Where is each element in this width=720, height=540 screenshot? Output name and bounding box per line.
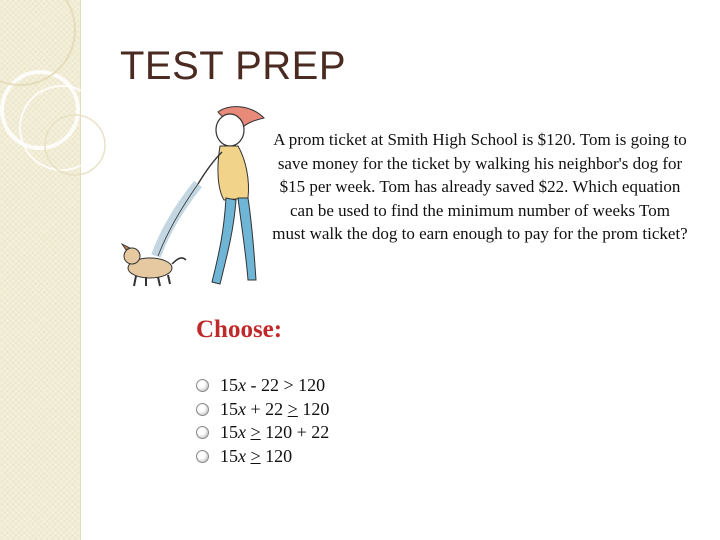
slide-title: TEST PREP: [120, 44, 347, 88]
option-label: 15x > 120 + 22: [220, 422, 330, 443]
radio-button-icon[interactable]: [196, 403, 209, 416]
answer-option-2[interactable]: [196, 398, 329, 422]
answer-option-4[interactable]: [196, 445, 329, 469]
answer-option-1[interactable]: [196, 374, 329, 398]
option-label: 15x - 22 > 120: [220, 375, 326, 396]
question-text: A prom ticket at Smith High School is $120. Tom is going to save money for the ticket by walking his neighbor's dog for $15 per week. Tom has already saved $22. Which equation can be used to find the minimum number of weeks Tom must walk the dog to earn enough to pay for the prom ticket?: [272, 130, 688, 243]
boy-walking-dog-icon: [120, 100, 280, 290]
choose-label: Choose:: [196, 316, 283, 343]
answer-option-3[interactable]: [196, 421, 329, 445]
radio-button-icon[interactable]: [196, 426, 209, 439]
option-label: 15x > 120: [220, 445, 293, 466]
option-label: 15x + 22 > 120: [220, 398, 330, 419]
answer-options: [196, 374, 329, 468]
radio-button-icon[interactable]: [196, 450, 209, 463]
radio-button-icon[interactable]: [196, 379, 209, 392]
